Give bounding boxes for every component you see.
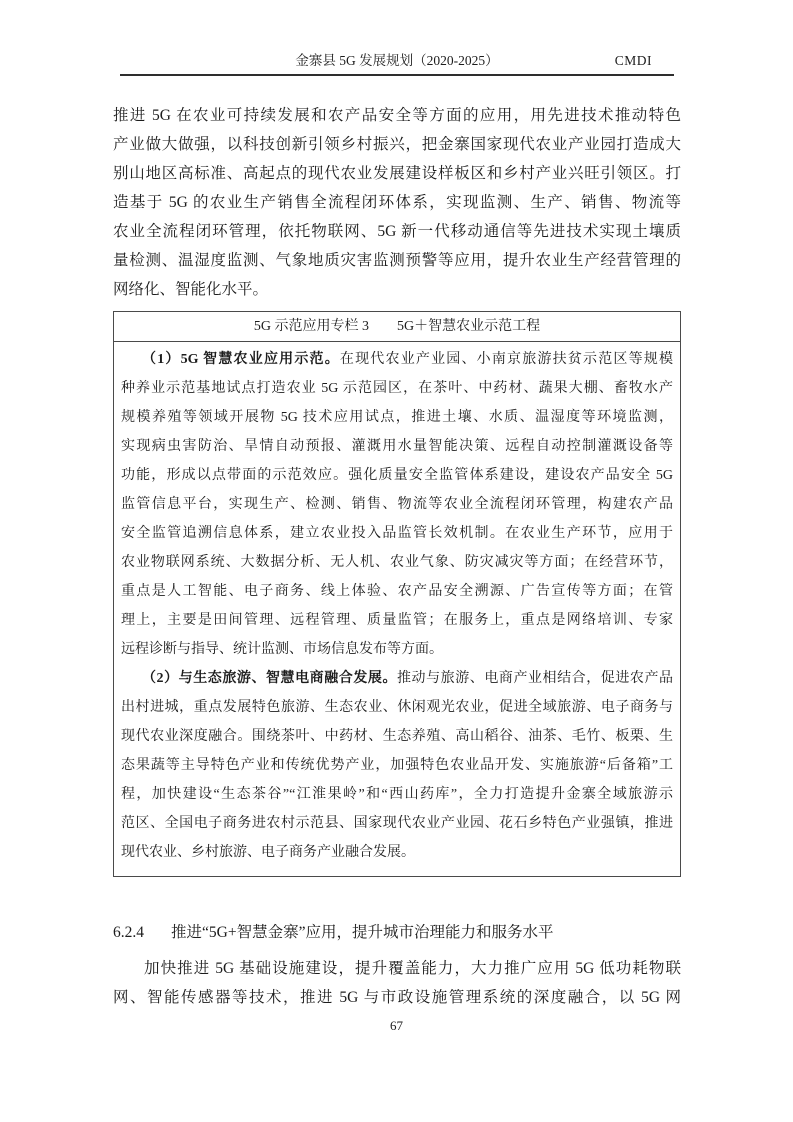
document-title: 金寨县 5G 发展规划（2020-2025） xyxy=(295,53,499,68)
text-line: （2）与生态旅游、智慧电商融合发展。推动与旅游、电商产业相结合，促进农产品 xyxy=(142,671,673,686)
text-line: 安全监管追溯信息体系，建立农业投入品监管长效机制。在农业生产环节，应用于 xyxy=(121,526,673,541)
page-content xyxy=(113,101,681,1012)
text-line: 出村进城，重点发展特色旅游、生态农业、休闲观光农业，促进全域旅游、电子商务与 xyxy=(121,700,673,715)
text-line: 农业物联网系统、大数据分析、无人机、农业气象、防灾减灾等方面；在经营环节， xyxy=(121,555,673,570)
text-line: 产业做大做强，以科技创新引领乡村振兴，把金寨国家现代农业产业园打造成大 xyxy=(113,136,681,153)
text-line: 态果蔬等主导特色产业和传统优势产业，加强特色农业品开发、实施旅游“后备箱”工 xyxy=(121,758,673,773)
text-line: 别山地区高标准、高起点的现代农业发展建设样板区和乡村产业兴旺引领区。打 xyxy=(113,165,681,182)
text-line: 程，加快建设“生态茶谷”“江淮果岭”和“西山药库”，全力打造提升金寨全域旅游示 xyxy=(121,787,673,802)
text-line: 种养业示范基地试点打造农业 5G 示范园区，在茶叶、中药材、蔬果大棚、畜牧水产 xyxy=(121,381,673,396)
text-line: 推进 5G 在农业可持续发展和农产品安全等方面的应用，用先进技术推动特色 xyxy=(113,107,681,124)
section-heading xyxy=(113,918,681,947)
page-number: 67 xyxy=(390,1018,403,1033)
text-line: 网络化、智能化水平。 xyxy=(113,281,269,298)
text-line: 功能，形成以点带面的示范效应。强化质量安全监管体系建设，建设农产品安全 5G xyxy=(121,468,673,483)
text-line: 监管信息平台，实现生产、检测、销售、物流等农业全流程闭环管理，构建农产品 xyxy=(121,497,673,512)
page-footer xyxy=(0,1016,793,1036)
text-line: 网、智能传感器等技术，推进 5G 与市政设施管理系统的深度融合，以 5G 网 xyxy=(113,989,681,1006)
text-line: （1）5G 智慧农业应用示范。在现代农业产业园、小南京旅游扶贫示范区等规模 xyxy=(142,352,674,367)
cmdi-logo: CMDI xyxy=(614,53,652,68)
text-line: 范区、全国电子商务进农村示范县、国家现代农业产业园、花石乡特色产业强镇，推进 xyxy=(121,816,673,831)
box-paragraph-1 xyxy=(121,345,673,664)
page-header-row xyxy=(120,48,674,73)
text-line: 造基于 5G 的农业生产销售全流程闭环体系，实现监测、生产、销售、物流等 xyxy=(113,194,681,211)
section-title: 推进“5G+智慧金寨”应用，提升城市治理能力和服务水平 xyxy=(171,924,554,941)
bold-lead-in: （2）与生态旅游、智慧电商融合发展。 xyxy=(142,671,397,686)
section-number: 6.2.4 xyxy=(113,924,144,941)
text-line: 远程诊断与指导、统计监测、市场信息发布等方面。 xyxy=(121,642,443,657)
text-line: 实现病虫害防治、旱情自动预报、灌溉用水量智能决策、远程自动控制灌溉设备等 xyxy=(121,439,673,454)
text-line: 农业全流程闭环管理，依托物联网、5G 新一代移动通信等先进技术实现土壤质 xyxy=(113,223,681,240)
spec-column-body xyxy=(114,342,680,876)
text-line: 量检测、温湿度监测、气象地质灾害监测预警等应用，提升农业生产经营管理的 xyxy=(113,252,681,269)
text-line: 现代农业、乡村旅游、电子商务产业融合发展。 xyxy=(121,845,415,860)
spec-column-title: 5G 示范应用专栏 3 5G＋智慧农业示范工程 xyxy=(114,312,680,342)
page-header xyxy=(120,0,674,76)
text-line: 规模养殖等领域开展物 5G 技术应用试点，推进土壤、水质、温湿度等环境监测， xyxy=(121,410,673,425)
header-divider xyxy=(120,73,674,76)
text-line: 重点是人工智能、电子商务、线上体验、农产品安全溯源、广告宣传等方面；在管 xyxy=(121,584,673,599)
box-paragraph-2 xyxy=(121,664,673,867)
body-paragraph-1 xyxy=(113,101,681,304)
text-line: 加快推进 5G 基础设施建设，提升覆盖能力，大力推广应用 5G 低功耗物联 xyxy=(144,960,681,977)
text-line: 现代农业深度融合。围绕茶叶、中药材、生态养殖、高山稻谷、油茶、毛竹、板栗、生 xyxy=(121,729,673,744)
spec-column-box xyxy=(113,311,681,877)
body-paragraph-2 xyxy=(113,954,681,1012)
text-line: 理上，主要是田间管理、远程管理、质量监管；在服务上，重点是网络培训、专家 xyxy=(121,613,673,628)
bold-lead-in: （1）5G 智慧农业应用示范。 xyxy=(142,352,340,367)
